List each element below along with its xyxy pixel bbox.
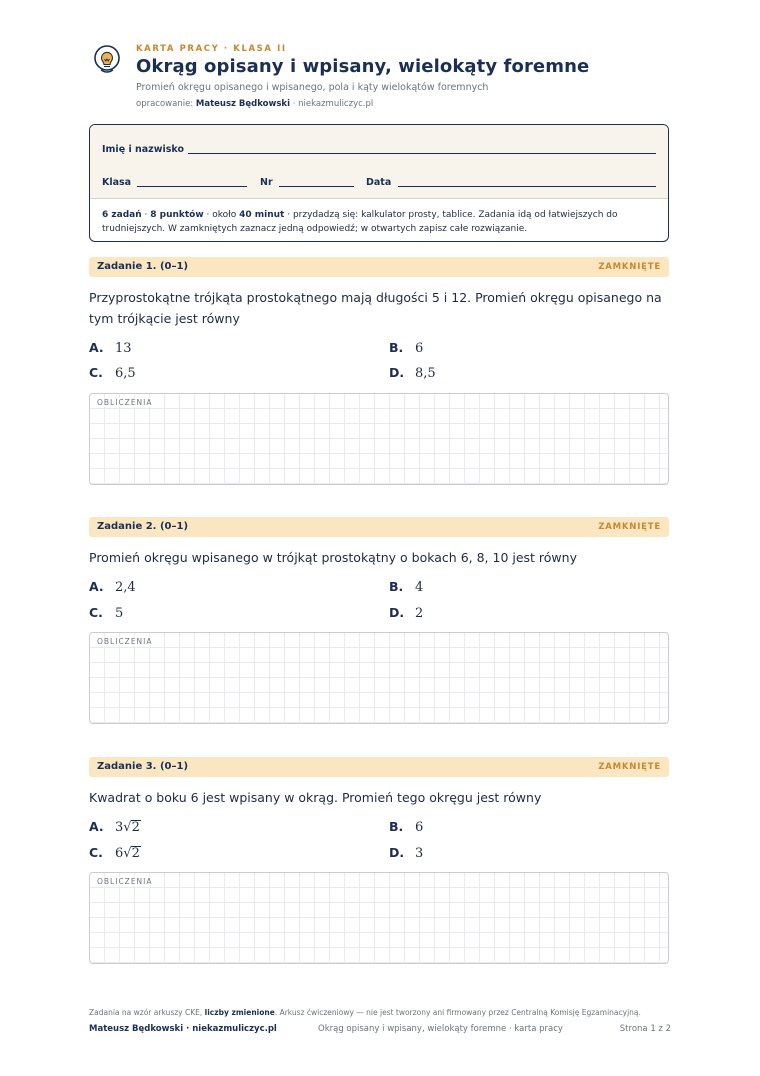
answer-letter: A. [89,819,104,834]
instructions-text: 6 zadań · 8 punktów · około 40 minut · przydadzą się: kalkulator prosty, tablice. Zadania idą od łatwiejszych do trudniejszych. W zamkniętych zaznacz jedną odpowiedź; w otwartych zapisz całe rozwiązanie. [102,210,618,234]
class-field[interactable] [137,186,247,187]
date-label: Data [366,177,392,188]
page-subtitle: Promień okręgu opisanego i wpisanego, pola i kąty wielokątów foremnych [136,82,489,93]
answer-letter: A. [89,340,104,355]
task-header [89,517,669,537]
answer-value: 6√2 [115,846,140,861]
task-question: Przyprostokątne trójkąta prostokątnego mają długości 5 i 12. Promień okręgu opisanego na tym trójkącie jest równy [89,290,662,326]
nr-label: Nr [260,177,273,188]
answer-option[interactable] [389,579,423,595]
answer-letter: C. [89,605,103,620]
student-fields-area [90,125,668,199]
answer-option[interactable] [389,605,423,621]
task-title: Zadanie 1. (0–1) [97,261,189,272]
answer-letter: D. [389,605,405,620]
grid-label: OBLICZENIA [97,637,153,646]
time-limit: 40 minut [239,210,285,220]
answer-value: 6 [415,820,424,835]
answer-letter: C. [89,365,103,380]
answer-option[interactable] [89,579,136,595]
answer-value: 3√2 [115,820,140,835]
task-question: Promień okręgu wpisanego w trójkąt prostokątny o bokach 6, 8, 10 jest równy [89,550,577,565]
lightbulb-icon [90,44,124,78]
answer-option[interactable] [89,845,141,861]
sqrt-coefficient: 6 [115,846,124,861]
date-field[interactable] [398,186,656,187]
author-line [136,99,373,109]
footer-note-end: . Arkusz ćwiczeniowy — nie jest tworzony ani firmowany przez Centralną Komisję Egzaminacyjną. [274,1008,641,1017]
grid-label: OBLICZENIA [97,398,153,407]
answer-value: 2,4 [115,580,136,595]
answer-option[interactable] [89,819,141,835]
answer-letter: B. [389,340,404,355]
student-info-box [89,124,669,242]
name-field[interactable] [188,153,656,154]
tasks-count: 6 zadań [102,210,142,220]
answer-value: 6 [415,341,424,356]
answer-letter: D. [389,845,405,860]
answer-value: 13 [115,341,132,356]
answer-option[interactable] [89,365,136,381]
name-label: Imię i nazwisko [102,144,184,155]
calculation-grid[interactable] [89,872,669,964]
time-prefix: około [212,210,237,220]
worksheet-kicker: KARTA PRACY · KLASA II [136,44,287,54]
task-title: Zadanie 3. (0–1) [97,761,189,772]
answer-value: 8,5 [415,366,436,381]
answer-value: 6,5 [115,366,136,381]
answer-letter: C. [89,845,103,860]
answer-option[interactable] [389,340,423,356]
task-type-badge: ZAMKNIĘTE [598,262,661,272]
answer-option[interactable] [389,819,423,835]
class-label: Klasa [102,177,132,188]
task-title: Zadanie 2. (0–1) [97,521,189,532]
answer-value: 2 [415,606,424,621]
task-header [89,257,669,277]
footer-author: Mateusz Będkowski · niekazmuliczyc.pl [89,1024,277,1034]
answer-value: 3 [415,846,424,861]
footer-disclaimer [89,1008,641,1017]
task-type-badge: ZAMKNIĘTE [598,762,661,772]
answer-option[interactable] [89,340,132,356]
answer-option[interactable] [389,365,436,381]
calculation-grid[interactable] [89,393,669,485]
answer-letter: D. [389,365,405,380]
sqrt-coefficient: 3 [115,820,124,835]
answer-value: 5 [115,606,124,621]
page-title: Okrąg opisany i wpisany, wielokąty foremne [136,56,590,77]
grid-label: OBLICZENIA [97,877,153,886]
answer-value: 4 [415,580,424,595]
answer-option[interactable] [389,845,423,861]
answer-letter: B. [389,579,404,594]
author-name: Mateusz Będkowski [195,99,291,109]
answer-option[interactable] [89,605,123,621]
nr-field[interactable] [279,186,354,187]
answer-letter: B. [389,819,404,834]
sqrt-radicand: 2 [131,846,140,861]
task-header [89,757,669,777]
calculation-grid[interactable] [89,632,669,724]
page-number: Strona 1 z 2 [619,1024,671,1034]
points-count: 8 punktów [150,210,204,220]
author-site: · niekazmuliczyc.pl [292,99,374,109]
author-prefix: opracowanie: [136,99,194,109]
task-type-badge: ZAMKNIĘTE [598,522,661,532]
footer-note-bold: liczby zmienione [204,1008,275,1017]
sqrt-radicand: 2 [131,820,140,835]
footer-note-start: Zadania na wzór arkuszy CKE, [89,1008,203,1017]
task-question: Kwadrat o boku 6 jest wpisany w okrąg. Promień tego okręgu jest równy [89,790,542,805]
answer-letter: A. [89,579,104,594]
instructions-rest: · przydadzą się: kalkulator prosty, tablice. Zadania idą od łatwiejszych do trudniejszych. W zamkniętych zaznacz jedną odpowiedź; w otwartych zapisz całe rozwiązanie. [102,210,618,234]
footer-title: Okrąg opisany i wpisany, wielokąty foremne · karta pracy [318,1024,563,1034]
